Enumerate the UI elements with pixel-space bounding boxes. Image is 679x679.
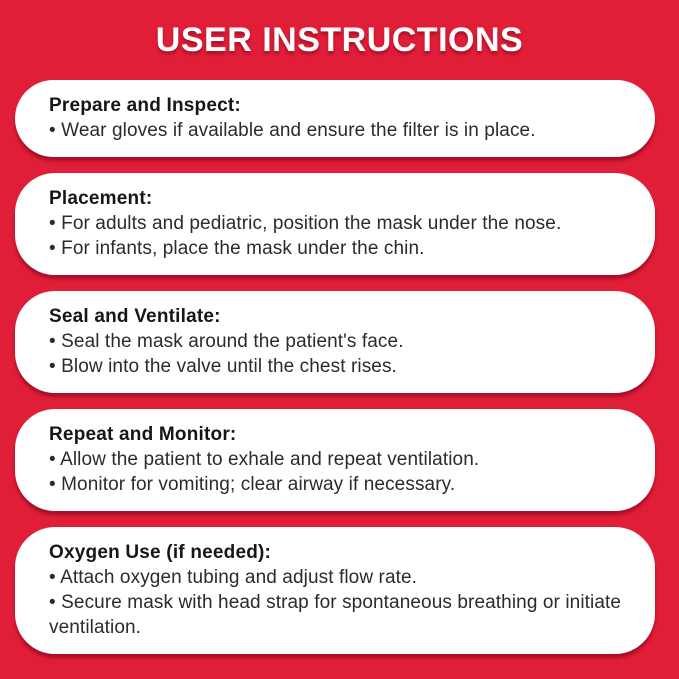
bullet-item: • Monitor for vomiting; clear airway if necessary. bbox=[49, 474, 456, 495]
card-bullet-list bbox=[49, 211, 627, 261]
instruction-card-list bbox=[15, 80, 655, 654]
bullet-item: • Wear gloves if available and ensure the filter is in place. bbox=[49, 120, 536, 141]
instruction-card bbox=[15, 291, 655, 393]
bullet-item: • Attach oxygen tubing and adjust flow rate. bbox=[49, 567, 418, 588]
card-heading: Oxygen Use (if needed): bbox=[49, 542, 272, 563]
card-bullet-list bbox=[49, 118, 627, 143]
instruction-card bbox=[15, 173, 655, 275]
card-heading: Placement: bbox=[49, 188, 153, 209]
instruction-card bbox=[15, 527, 655, 654]
card-bullet-list bbox=[49, 447, 627, 497]
bullet-item: • Secure mask with head strap for spontaneous breathing or initiate ventilation. bbox=[49, 592, 622, 638]
card-heading: Seal and Ventilate: bbox=[49, 306, 221, 327]
instruction-card bbox=[15, 409, 655, 511]
card-heading: Prepare and Inspect: bbox=[49, 95, 241, 116]
instruction-card bbox=[15, 80, 655, 157]
bullet-item: • Seal the mask around the patient's face. bbox=[49, 331, 404, 352]
card-heading: Repeat and Monitor: bbox=[49, 424, 237, 445]
bullet-item: • For infants, place the mask under the chin. bbox=[49, 238, 425, 259]
card-bullet-list bbox=[49, 565, 627, 640]
page-title: USER INSTRUCTIONS bbox=[155, 21, 524, 59]
bullet-item: • Blow into the valve until the chest rises. bbox=[49, 356, 397, 377]
bullet-item: • For adults and pediatric, position the mask under the nose. bbox=[49, 213, 562, 234]
card-bullet-list bbox=[49, 329, 627, 379]
bullet-item: • Allow the patient to exhale and repeat ventilation. bbox=[49, 449, 480, 470]
